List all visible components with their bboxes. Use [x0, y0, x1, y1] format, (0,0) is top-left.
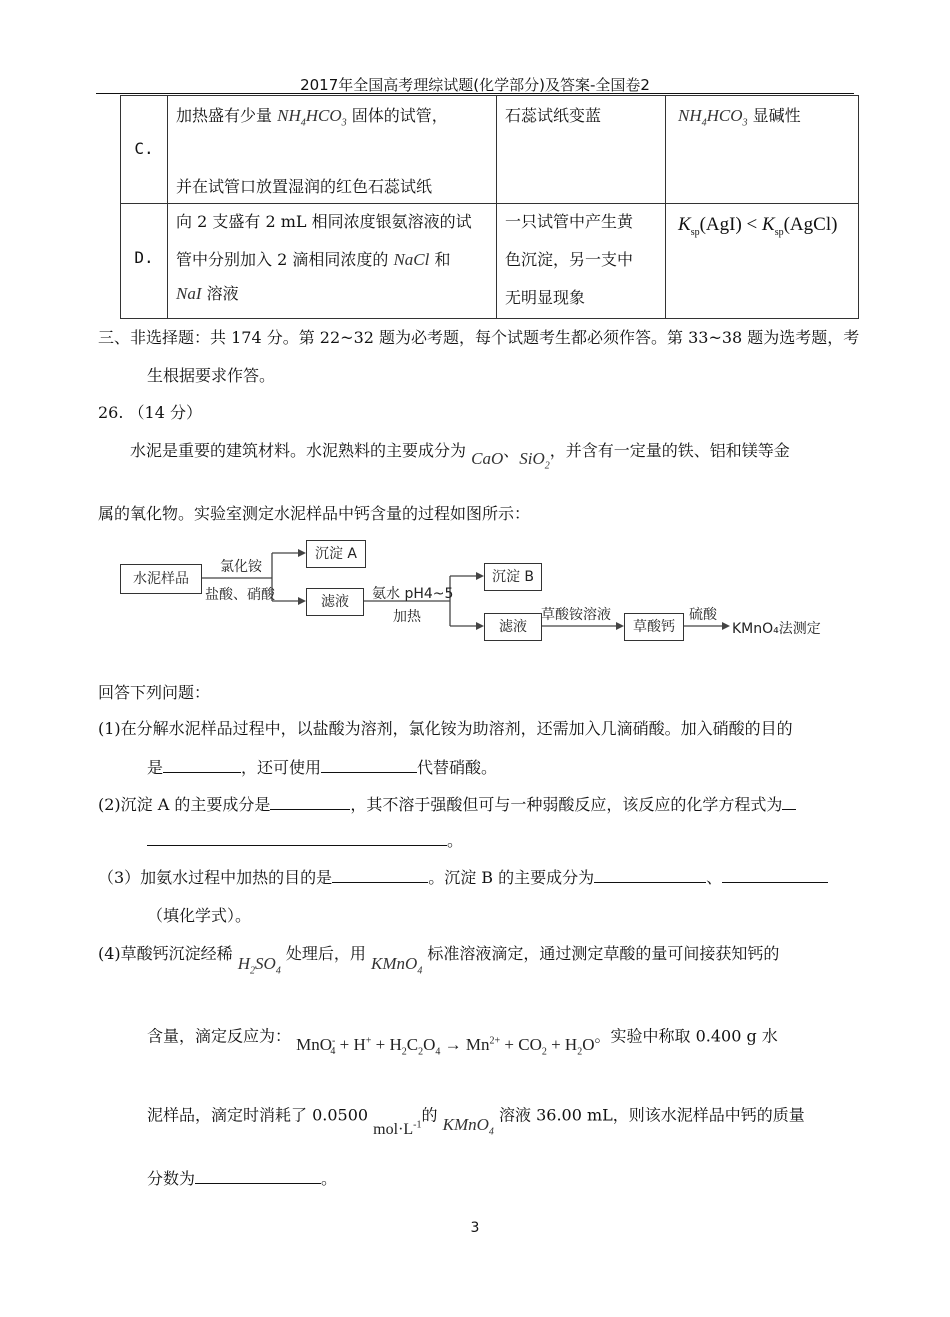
part3-line1: （3）加氨水过程中加热的目的是 。沉淀 B 的主要成分为 、 [98, 868, 828, 888]
phen-d-2: 色沉淀，另一支中 [505, 250, 634, 269]
phen-c: 石蕊试纸变蓝 [505, 106, 602, 125]
answer-blank-3a[interactable] [332, 868, 428, 883]
answer-blank-3b[interactable] [594, 868, 706, 883]
q26-intro1: 水泥是重要的建筑材料。水泥熟料的主要成分为 CaO、SiO$_2$，并含有一定量的铁、铝和镁等金 [130, 441, 790, 472]
part2-line2: 。 [147, 831, 463, 851]
flow-label-ammonia: 氨水 pH4~5 [372, 586, 454, 602]
flow-box-filtrate-1: 滤液 [306, 588, 364, 616]
phen-d-1: 一只试管中产生黄 [505, 212, 634, 231]
formula-nh4hco3-conclusion: $NH_4HCO_3$ [678, 106, 748, 129]
flow-box-precip-a: 沉淀 A [306, 540, 366, 568]
part3-line2: （填化学式）。 [147, 906, 252, 925]
part1-line1: (1)在分解水泥样品过程中，以盐酸为溶剂，氯化铵为助溶剂，还需加入几滴硝酸。加入硝酸的目的 [98, 719, 793, 738]
page-number: 3 [470, 1220, 480, 1236]
flow-box-filtrate-2: 滤液 [484, 613, 542, 641]
answer-blank-1a[interactable] [163, 758, 241, 773]
answer-blank-2a[interactable] [270, 795, 350, 810]
formula-kmno4: KMnO$_4$ [371, 954, 423, 977]
op-d-and: 和 [434, 250, 451, 269]
part4-line3: 泥样品，滴定时消耗了 0.0500 $mol\cdot L^{-1}$的 KMnO$_4$ 溶液 36.00 mL，则该水泥样品中钙的质量 [147, 1105, 805, 1139]
unit-mol-per-l: $mol\cdot L^{-1}$ [373, 1120, 422, 1139]
op-c-part2: 固体的试管， [351, 106, 448, 125]
answer-blank-4[interactable] [195, 1169, 321, 1184]
phen-d-3: 无明显现象 [505, 288, 586, 307]
formula-h2so4: $H_2SO_4$ [237, 954, 281, 977]
q26-score: （14 分） [128, 403, 202, 422]
flow-label-nh4cl: 氯化铵 [220, 559, 262, 575]
flow-box-precip-b: 沉淀 B [484, 563, 542, 591]
op-d-line1: 向 2 支盛有 2 mL 相同浓度银氨溶液的试 [176, 212, 472, 231]
answer-blank-2b-start[interactable] [782, 795, 796, 810]
part1-line2: 是 ，还可使用 代替硝酸。 [147, 758, 498, 777]
part4-line4: 分数为 。 [147, 1169, 338, 1188]
op-d-line2: 管中分别加入 2 滴相同浓度的 [176, 250, 389, 269]
answer-prompt: 回答下列问题： [98, 683, 211, 702]
part4-line1: (4)草酸钙沉淀经稀 $H_2SO_4$ 处理后，用 KMnO$_4$ 标准溶液滴定，通过测定草酸的量可间接获知钙的 [98, 944, 780, 977]
op-c-part3: 并在试管口放置湿润的红色石蕊试纸 [176, 177, 433, 197]
section3-line2: 生根据要求作答。 [147, 366, 276, 385]
part4-line2: 含量，滴定反应为： $MnO^-_4 + H^+ + H_2C_2O_4 \to Mn^{2+} + CO_2 + H_2O$。实验中称取 0.400 g 水 [147, 1026, 778, 1058]
formula-nacl: NaCl [393, 250, 430, 269]
flow-label-acids: 盐酸、硝酸 [205, 587, 275, 603]
q26-number: 26. [98, 403, 124, 422]
formula-kmno4-2: KMnO$_4$ [442, 1115, 494, 1138]
answer-blank-1b[interactable] [321, 758, 417, 773]
formula-nai: NaI [176, 284, 202, 303]
answer-blank-2b[interactable] [147, 831, 447, 846]
ksp-conclusion: $K_{sp}(AgI)$ < $K_{sp}(AgCl)$ [678, 214, 838, 238]
part2-line1: (2)沉淀 A 的主要成分是 ，其不溶于强酸但可与一种弱酸反应，该反应的化学方程式为 [98, 795, 796, 815]
formula-sio2: SiO$_2$ [519, 449, 550, 472]
flow-label-sulfuric: 硫酸 [689, 607, 717, 623]
concl-c-suffix: 显碱性 [752, 106, 801, 125]
flow-label-oxalate: 草酸铵溶液 [541, 607, 611, 623]
option-label-c: C. [134, 139, 154, 158]
formula-cao: CaO [471, 449, 504, 468]
page-header-title: 2017年全国高考理综试题(化学部分)及答案-全国卷2 [300, 76, 650, 94]
op-d-solution: 溶液 [206, 284, 239, 303]
q26-intro2: 属的氧化物。实验室测定水泥样品中钙含量的过程如图所示： [98, 504, 531, 523]
flow-label-heat: 加热 [393, 609, 421, 625]
section3-line1: 三、非选择题：共 174 分。第 22~32 题为必考题，每个试题考生都必须作答。第 33~38 题为选考题，考 [98, 328, 860, 347]
op-c-part1: 加热盛有少量 [176, 106, 273, 125]
option-label-d: D. [134, 248, 154, 267]
flow-label-kmno4: KMnO₄法测定 [732, 621, 821, 637]
flow-box-sample: 水泥样品 [120, 564, 202, 594]
answer-blank-3c[interactable] [722, 868, 828, 883]
titration-equation: $MnO^-_4 + H^+ + H_2C_2O_4 \to Mn^{2+} + CO_2 + H_2O$ [296, 1034, 595, 1058]
flow-box-ca-oxalate: 草酸钙 [624, 613, 684, 641]
formula-nh4hco3: $NH_4HCO_3$ [277, 106, 347, 129]
